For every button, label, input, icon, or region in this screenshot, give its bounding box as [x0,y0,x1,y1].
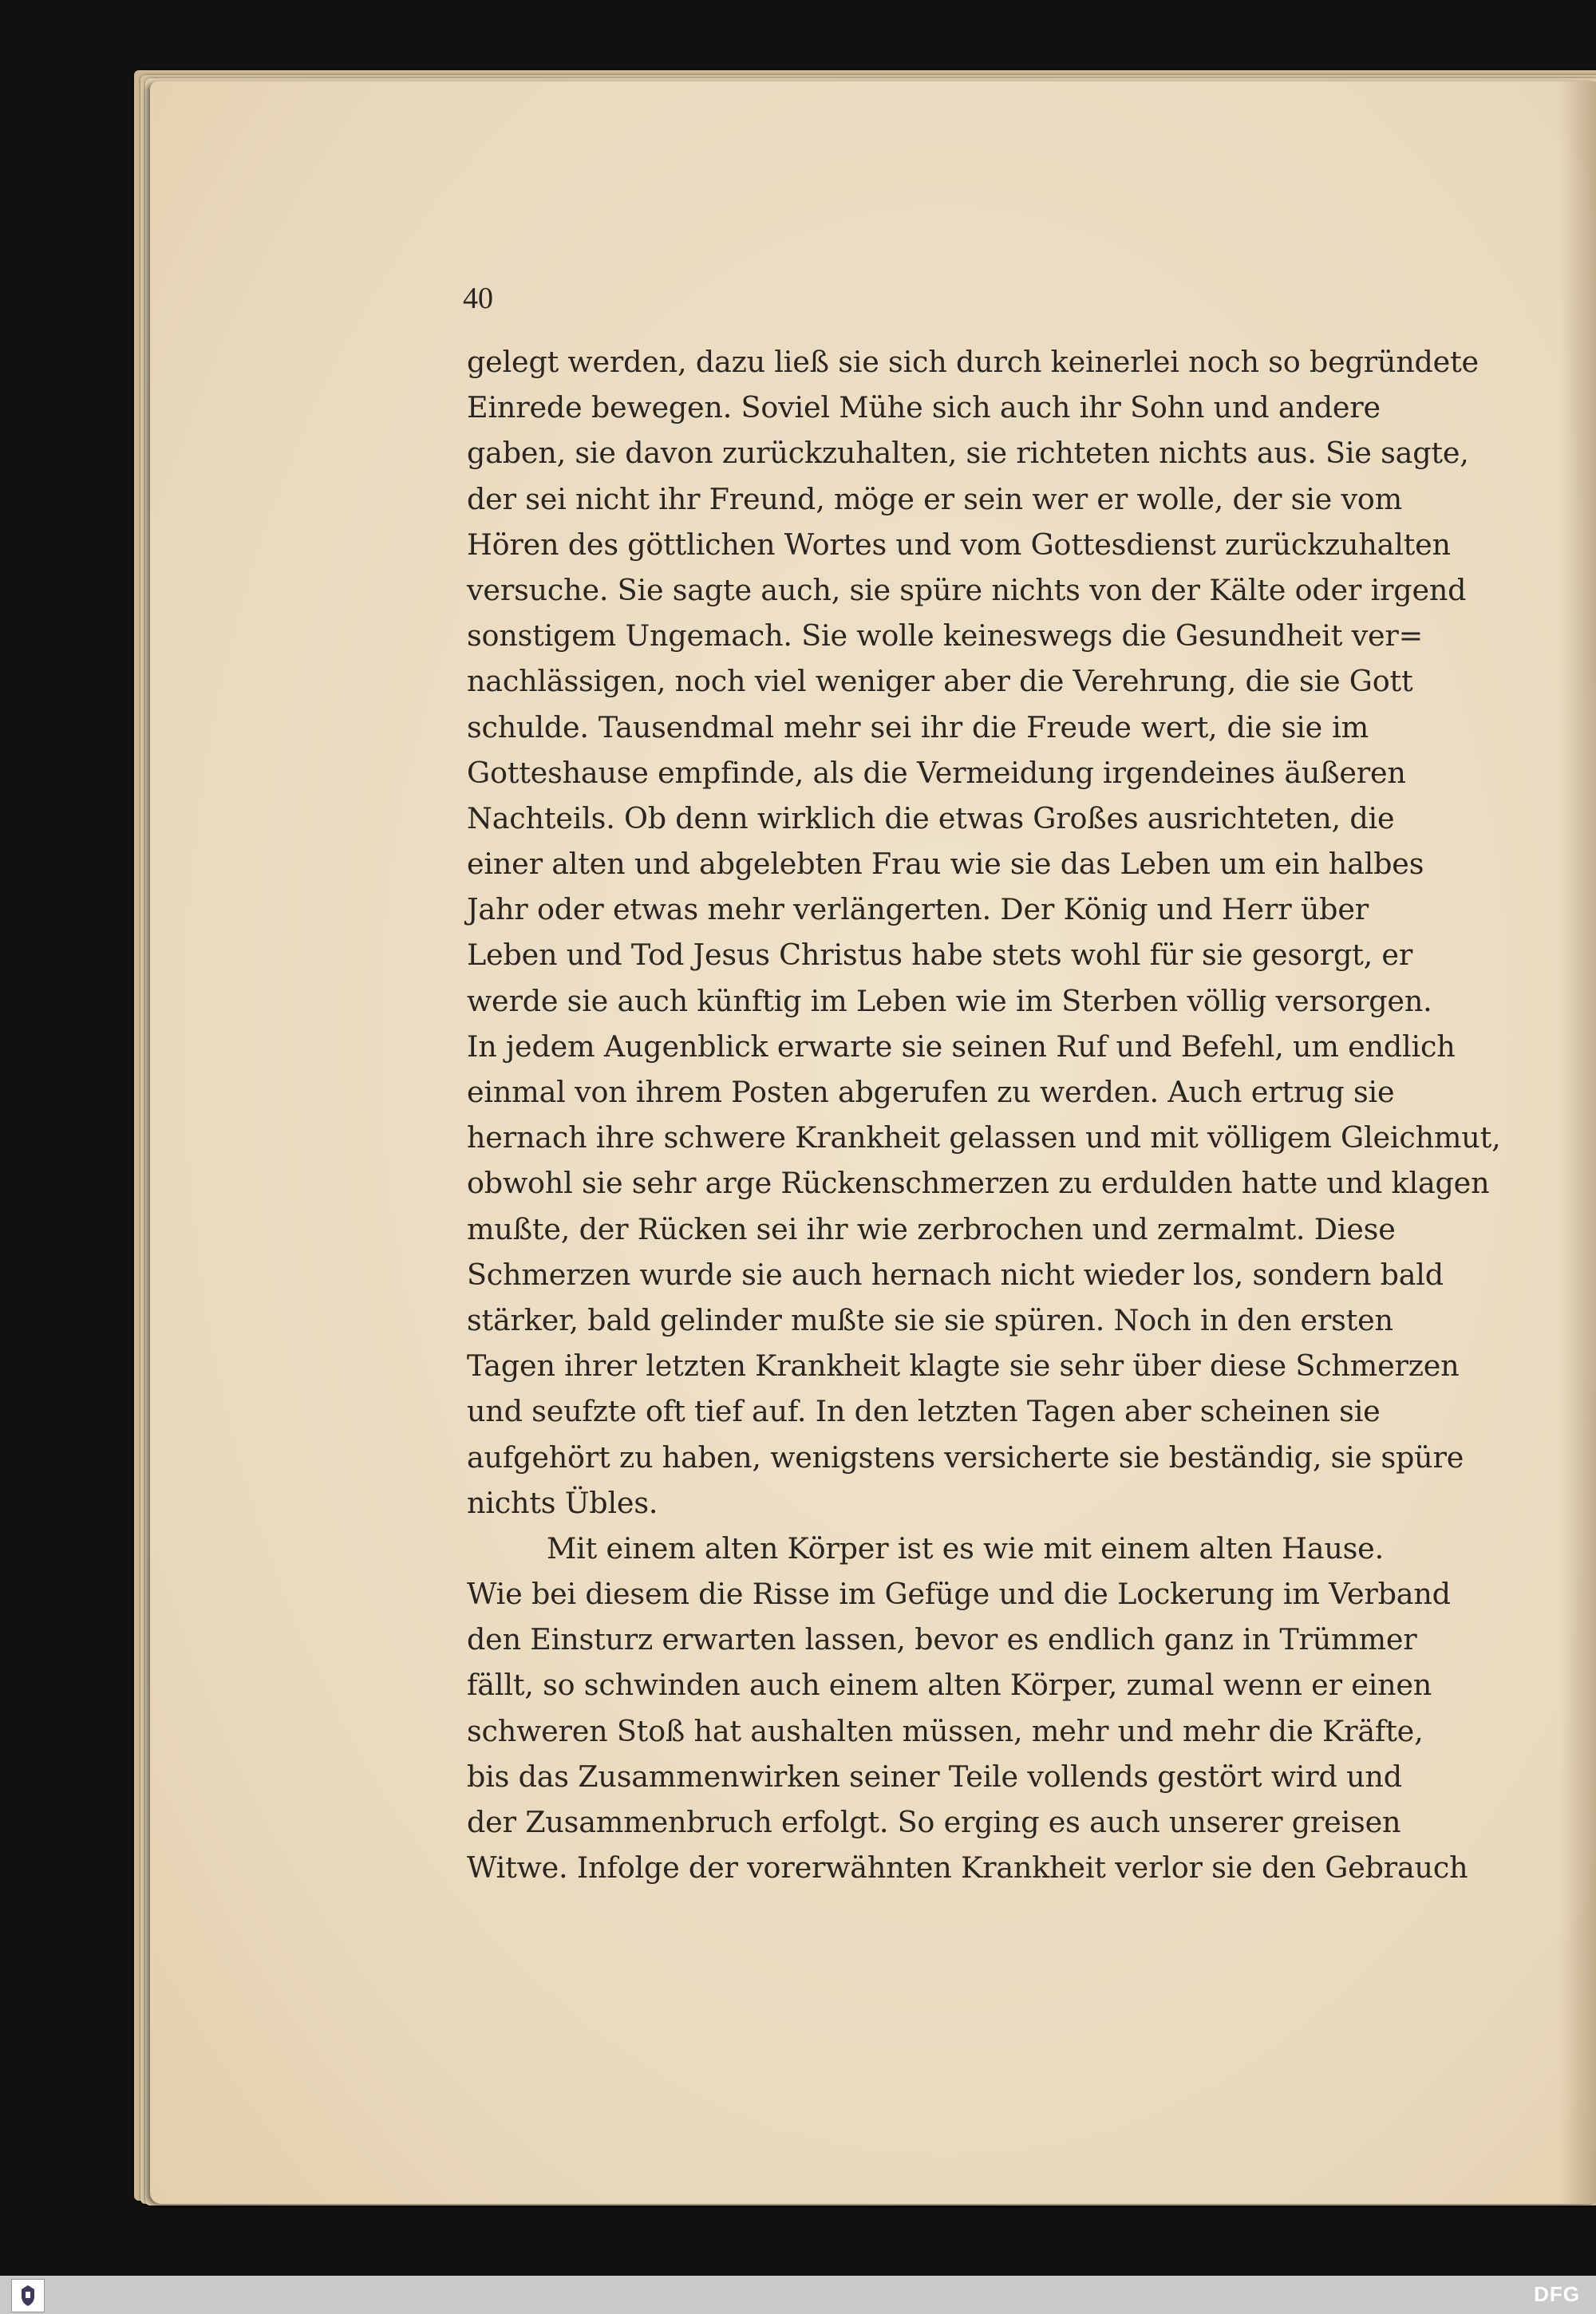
text-line: den Einsturz erwarten lassen, bevor es endlich ganz in Trümmer [467,1622,1417,1657]
text-line: der sei nicht ihr Freund, möge er sein wer er wolle, der sie vom [467,481,1403,516]
spine-shadow [1559,81,1596,2204]
text-line: Witwe. Infolge der vorerwähnten Krankheit verlor sie den Gebrauch [467,1850,1468,1886]
library-crest-icon[interactable] [11,2279,45,2312]
dfg-logo[interactable]: DFG [1534,2282,1580,2306]
text-line: bis das Zusammenwirken seiner Teile vollends gestört wird und [467,1759,1402,1794]
text-line: Tagen ihrer letzten Krankheit klagte sie sehr über diese Schmerzen [467,1349,1460,1384]
text-line: aufgehört zu haben, wenigstens versicherte sie beständig, sie spüre [467,1439,1464,1475]
text-line: Gotteshause empfinde, als die Vermeidung irgendeines äußeren [467,755,1406,790]
text-line: Nachteils. Ob denn wirklich die etwas Großes ausrichteten, die [467,800,1395,835]
body-text [467,339,1501,1890]
text-line: schweren Stoß hat aushalten müssen, mehr und mehr die Kräfte, [467,1713,1424,1748]
text-line: mußte, der Rücken sei ihr wie zerbrochen und zermalmt. Diese [467,1211,1396,1246]
page-number: 40 [463,282,493,315]
text-line: Leben und Tod Jesus Christus habe stets wohl für sie gesorgt, er [467,938,1413,973]
text-line: Jahr oder etwas mehr verlängerten. Der König und Herr über [467,892,1369,927]
text-line: einmal von ihrem Posten abgerufen zu werden. Auch ertrug sie [467,1075,1395,1109]
text-line: stärker, bald gelinder mußte sie sie spüren. Noch in den ersten [467,1302,1393,1337]
text-line: werde sie auch künftig im Leben wie im Sterben völlig versorgen. [467,983,1432,1018]
text-line: obwohl sie sehr arge Rückenschmerzen zu erdulden hatte und klagen [467,1166,1490,1201]
text-line: schulde. Tausendmal mehr sei ihr die Freude wert, die sie im [467,709,1369,744]
text-line: Schmerzen wurde sie auch hernach nicht wieder los, sondern bald [467,1257,1444,1292]
text-line: und seufzte oft tief auf. In den letzten Tagen aber scheinen sie [467,1394,1381,1429]
text-line: nichts Übles. [467,1485,658,1520]
text-line: hernach ihre schwere Krankheit gelassen und mit völligem Gleichmut, [467,1120,1501,1155]
text-line: fällt, so schwinden auch einem alten Körper, zumal wenn er einen [467,1668,1432,1703]
text-line: Hören des göttlichen Wortes und vom Gottesdienst zurückzuhalten [467,527,1451,562]
text-line: Einrede bewegen. Soviel Mühe sich auch ihr Sohn und andere [467,390,1381,425]
text-line: In jedem Augenblick erwarte sie seinen Ruf und Befehl, um endlich [467,1029,1456,1064]
text-line: versuche. Sie sagte auch, sie spüre nichts von der Kälte oder irgend [467,572,1467,607]
text-line: sonstigem Ungemach. Sie wolle keineswegs die Gesundheit ver= [467,618,1424,654]
text-line: gaben, sie davon zurückzuhalten, sie richteten nichts aus. Sie sagte, [467,436,1469,471]
viewer-footer-bar [0,2276,1596,2314]
text-line: einer alten und abgelebten Frau wie sie das Leben um ein halbes [467,847,1424,882]
text-line: nachlässigen, noch viel weniger aber die Verehrung, die sie Gott [467,664,1413,699]
text-line: gelegt werden, dazu ließ sie sich durch keinerlei noch so begründete [467,345,1479,379]
text-line: Mit einem alten Körper ist es wie mit einem alten Hause. [547,1530,1384,1566]
library-crest-icon [19,2284,37,2308]
text-line: der Zusammenbruch erfolgt. So erging es auch unserer greisen [467,1805,1401,1839]
text-line: Wie bei diesem die Risse im Gefüge und die Lockerung im Verband [467,1577,1451,1612]
